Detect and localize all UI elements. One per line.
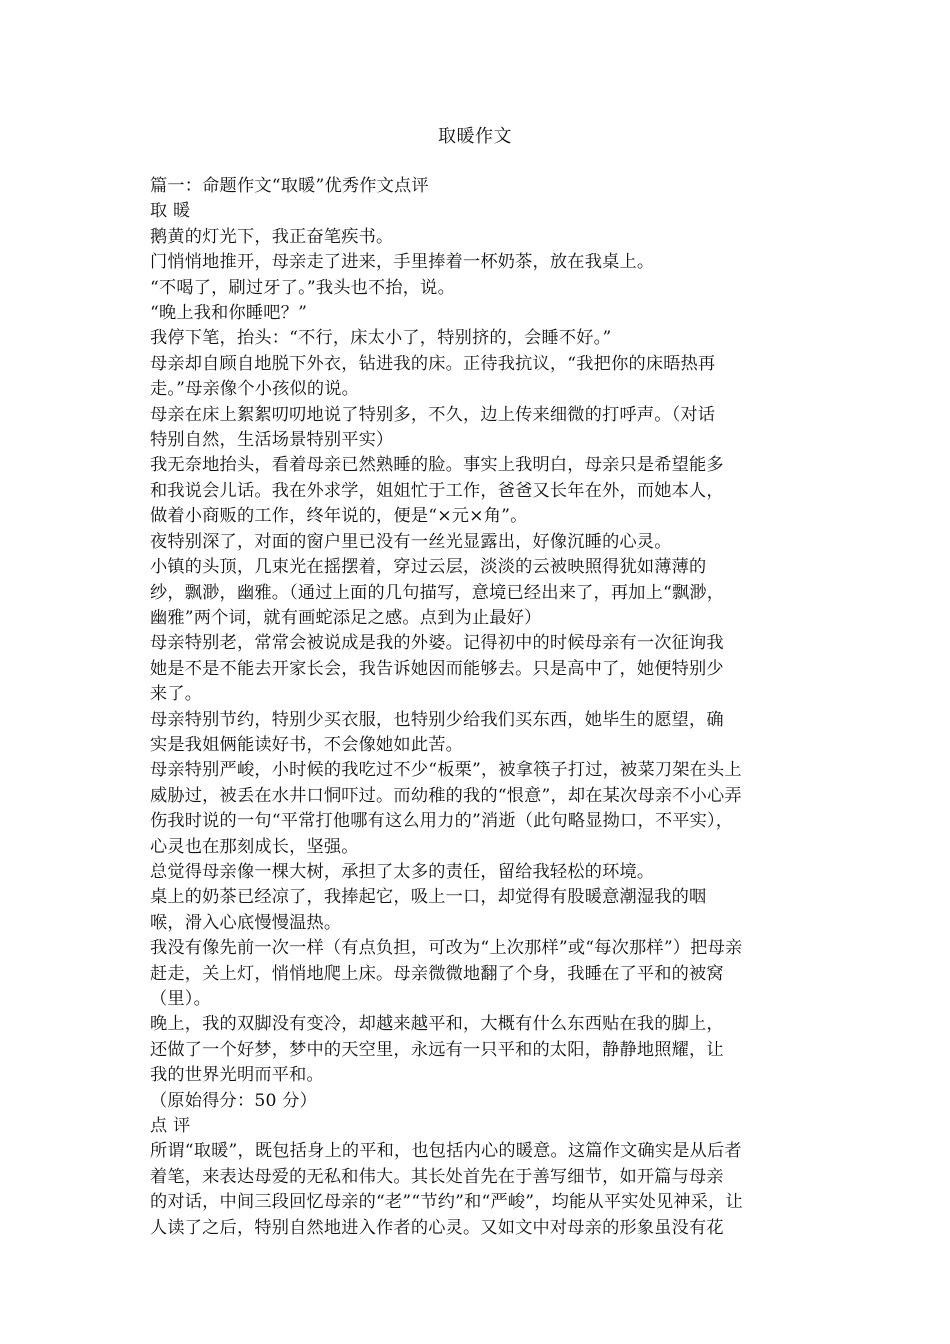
text-line: 我的世界光明而平和。 (150, 1065, 324, 1086)
text-line: 母亲在床上絮絮叨叨地说了特别多，不久，边上传来细微的打呼声。（对话 (150, 404, 716, 425)
text-line: 纱，飘渺，幽雅。（通过上面的几句描写，意境已经出来了，再加上“飘渺， (150, 582, 725, 603)
text-line: 特别自然，生活场景特别平实） (150, 430, 394, 451)
text-line: 喉，滑入心底慢慢温热。 (150, 912, 342, 933)
text-line: 我停下笔，抬头：“不行，床太小了，特别挤的，会睡不好。” (150, 328, 612, 349)
text-line: 走。”母亲像个小孩似的说。 (150, 379, 360, 400)
text-line: 母亲却自顾自地脱下外衣，钻进我的床。正待我抗议，“我把你的床晤热再 (150, 353, 716, 374)
text-line: 母亲特别严峻，小时候的我吃过不少“板栗”，被拿筷子打过，被菜刀架在头上 (150, 760, 742, 781)
text-line: 桌上的奶茶已经凉了，我捧起它，吸上一口，却觉得有股暖意潮湿我的咽 (150, 887, 707, 908)
text-line: （里）。 (150, 989, 211, 1009)
text-line: 心灵也在那刻成长，坚强。 (150, 836, 359, 857)
text-line: 鹅黄的灯光下，我正奋笔疾书。 (150, 226, 394, 247)
text-line: 母亲特别老，常常会被说成是我的外婆。记得初中的时候母亲有一次征询我 (150, 633, 724, 654)
text-line: （原始得分：50 分） (150, 1090, 318, 1111)
text-line: 伤我时说的一句“平常打他哪有这么用力的”消逝（此句略显拗口，不平实）， (150, 811, 734, 832)
document-body (150, 174, 802, 1241)
text-line: 总觉得母亲像一棵大树，承担了太多的责任，留给我轻松的环境。 (150, 861, 655, 882)
text-line: “不喝了，刷过牙了。”我头也不抬，说。 (150, 277, 455, 298)
document-title: 取暖作文 (438, 126, 512, 147)
text-line: 夜特别深了，对面的窗户里已没有一丝光显露出，好像沉睡的心灵。 (150, 531, 672, 552)
text-line: 威胁过，被丢在水井口恫吓过。而幼稚的我的“恨意”，却在某次母亲不小心弄 (150, 785, 742, 806)
text-line: 我无奈地抬头，看着母亲已然熟睡的脸。事实上我明白，母亲只是希望能多 (150, 455, 724, 476)
text-line: 的对话，中间三段回忆母亲的“老”“节约”和“严峻”，均能从平实处见神采，让 (150, 1192, 743, 1213)
text-line: 点 评 (150, 1116, 191, 1137)
text-line: 赶走，关上灯，悄悄地爬上床。母亲微微地翻了个身，我睡在了平和的被窝 (150, 963, 724, 984)
text-line: 她是不是不能去开家长会，我告诉她因而能够去。只是高中了，她便特别少 (150, 658, 724, 679)
text-line: 我没有像先前一次一样（有点负担，可改为“上次那样”或“每次那样”）把母亲 (150, 938, 743, 959)
text-line: 还做了一个好梦，梦中的天空里，永远有一只平和的太阳，静静地照耀，让 (150, 1039, 724, 1060)
text-line: 做着小商贩的工作，终年说的，便是“×元×角”。 (150, 506, 528, 527)
text-line: 小镇的头顶，几束光在摇摆着，穿过云层，淡淡的云被映照得犹如薄薄的 (150, 557, 707, 578)
text-line: 着笔，来表达母爱的无私和伟大。其长处首先在于善写细节，如开篇与母亲 (150, 1166, 724, 1187)
text-line: 人读了之后，特别自然地进入作者的心灵。又如文中对母亲的形象虽没有花 (150, 1217, 724, 1238)
text-line: 和我说会儿话。我在外求学，姐姐忙于工作，爸爸又长年在外，而她本人， (150, 480, 724, 501)
text-line: 母亲特别节约，特别少买衣服，也特别少给我们买东西，她毕生的愿望，确 (150, 709, 724, 730)
text-line: 门悄悄地推开，母亲走了进来，手里捧着一杯奶茶，放在我桌上。 (150, 252, 655, 273)
text-line: 所谓“取暖”，既包括身上的平和，也包括内心的暖意。这篇作文确实是从后者 (150, 1141, 742, 1162)
text-line: 取 暖 (150, 201, 191, 222)
text-line: 晚上，我的双脚没有变冷，却越来越平和，大概有什么东西贴在我的脚上， (150, 1014, 724, 1035)
text-line: 幽雅”两个词，就有画蛇添足之感。点到为止最好） (150, 607, 542, 628)
text-line: “晚上我和你睡吧？” (150, 303, 308, 324)
text-line: 篇一：命题作文“取暖”优秀作文点评 (150, 176, 429, 196)
text-line: 实是我姐俩能读好书，不会像她如此苦。 (150, 734, 463, 755)
text-line: 来了。 (150, 684, 203, 705)
